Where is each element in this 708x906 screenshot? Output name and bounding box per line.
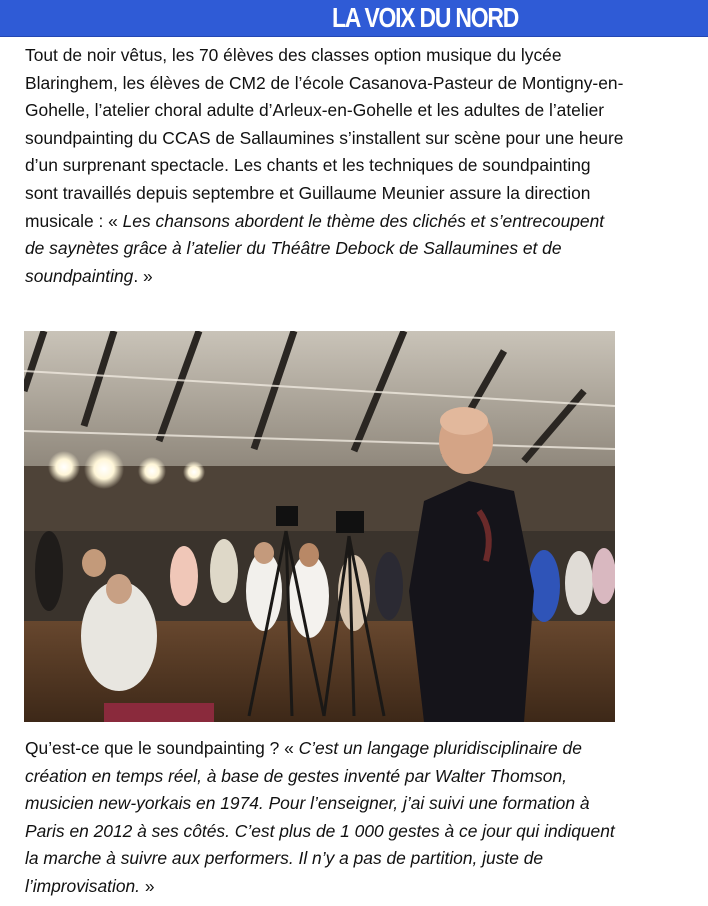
- article-paragraph-1: [25, 42, 625, 290]
- paragraph-1-text: Tout de noir vêtus, les 70 élèves des classes option musique du lycée Blaringhem, les élèves de CM2 de l’école Casanova-Pasteur de Montigny-en-Gohelle, l’atelier choral adulte d’Arleux-en-Gohelle et les adultes de l’atelier soundpainting du CCAS de Sallaumines s’installent sur scène pour une heure d’un surprenant spectacle. Les chants et les techniques de soundpainting sont travaillés depuis septembre et Guillaume Meunier assure la direction musicale : «: [25, 45, 624, 231]
- article-photo: [24, 331, 615, 722]
- article-paragraph-2: [25, 735, 625, 901]
- paragraph-2-closing: »: [140, 875, 155, 896]
- paragraph-2-text: Qu’est-ce que le soundpainting ? «: [25, 738, 294, 758]
- paragraph-1-quote: Les chansons abordent le thème des clichés et s’entrecoupent de saynètes grâce à l’atelier du Théâtre Debock de Sallaumines et de soundpainting: [25, 210, 605, 286]
- masthead-logo: LA VOIX DU NORD: [332, 2, 519, 33]
- paragraph-1-closing: . »: [133, 265, 153, 286]
- masthead-bar: [0, 0, 708, 37]
- paragraph-2-quote: C’est un langage pluridisciplinaire de création en temps réel, à base de gestes inventé par Walter Thomson, musicien new-yorkais en 1974. Pour l’enseigner, j’ai suivi une formation à Paris en 2012 à ses côtés. C’est plus de 1 000 gestes à ce jour qui indiquent la marche à suivre aux performers. Il n’y a pas de partition, juste de l’improvisation.: [25, 738, 615, 896]
